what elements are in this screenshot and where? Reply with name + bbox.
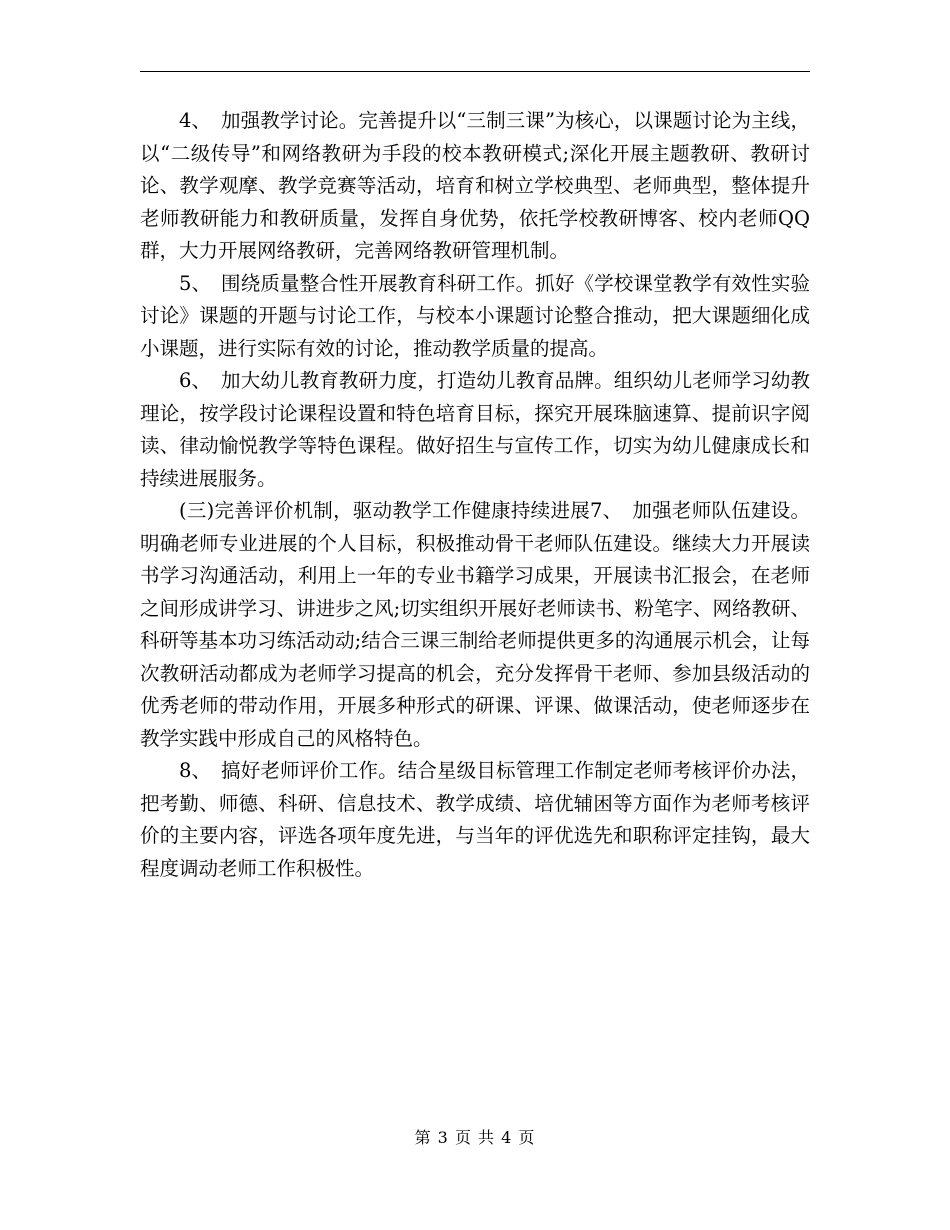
paragraph-item-4: 4、 加强教学讨论。完善提升以“三制三课”为核心，以课题讨论为主线，以“二级传导”和网络教研为手段的校本教研模式;深化开展主题教研、教研讨论、教学观摩、教学竞赛等活动，培育和树立学校典型、老师典型，整体提升老师教研能力和教研质量，发挥自身优势，依托学校教研博客、校内老师QQ群，大力开展网络教研，完善网络教研管理机制。 (140, 109, 810, 262)
document-body (140, 105, 810, 885)
header-rule (140, 71, 810, 72)
paragraph-item-6: 6、 加大幼儿教育教研力度，打造幼儿教育品牌。组织幼儿老师学习幼教理论，按学段讨论课程设置和特色培育目标，探究开展珠脑速算、提前识字阅读、律动愉悦教学等特色课程。做好招生与宣传工作，切实为幼儿健康成长和持续进展服务。 (140, 369, 810, 490)
paragraph-item-8: 8、 搞好老师评价工作。结合星级目标管理工作制定老师考核评价办法，把考勤、师德、科研、信息技术、教学成绩、培优辅困等方面作为老师考核评价的主要内容，评选各项年度先进，与当年的评优选先和职称评定挂钩，最大程度调动老师工作积极性。 (140, 759, 810, 880)
page-number-footer: 第 3 页 共 4 页 (414, 1128, 536, 1147)
paragraph-item-5: 5、 围绕质量整合性开展教育科研工作。抓好《学校课堂教学有效性实验讨论》课题的开题与讨论工作，与校本小课题讨论整合推动，把大课题细化成小课题，进行实际有效的讨论，推动教学质量的提高。 (140, 271, 810, 360)
paragraph-section-3: (三)完善评价机制，驱动教学工作健康持续进展7、 加强老师队伍建设。明确老师专业进展的个人目标，积极推动骨干老师队伍建设。继续大力开展读书学习沟通活动，利用上一年的专业书籍学习成果，开展读书汇报会，在老师之间形成讲学习、讲进步之风;切实组织开展好老师读书、粉笔字、网络教研、科研等基本功习练活动动;结合三课三制给老师提供更多的沟通展示机会，让每次教研活动都成为老师学习提高的机会，充分发挥骨干老师、参加县级活动的优秀老师的带动作用，开展多种形式的研课、评课、做课活动，使老师逐步在教学实践中形成自己的风格特色。 (140, 499, 810, 750)
